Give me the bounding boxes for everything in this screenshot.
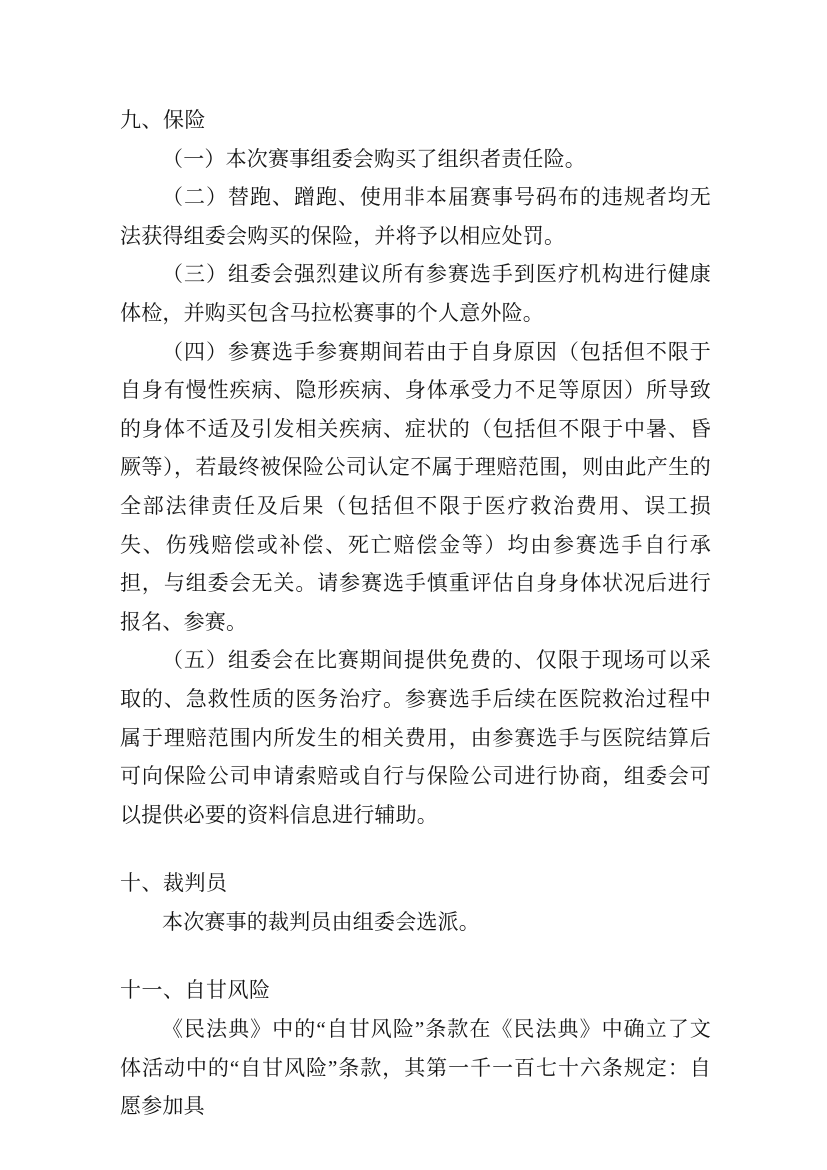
section-heading-referees: 十、裁判员: [120, 871, 228, 896]
paragraph-assumption-of-risk-1: 《民法典》中的“自甘风险”条款在《民法典》中确立了文体活动中的“自甘风险”条款，其第一千一百七十六条规定：自愿参加具: [120, 1017, 711, 1119]
paragraph-insurance-2: （二）替跑、蹭跑、使用非本届赛事号码布的违规者均无法获得组委会购买的保险，并将予以相应处罚。: [120, 185, 711, 248]
paragraph-insurance-4: （四）参赛选手参赛期间若由于自身原因（包括但不限于自身有慢性疾病、隐形疾病、身体承受力不足等原因）所导致的身体不适及引发相关疾病、症状的（包括但不限于中暑、昏厥等），若最终被保险公司认定不属于理赔范围，则由此产生的全部法律责任及后果（包括但不限于医疗救治费用、误工损失、伤残赔偿或补偿、死亡赔偿金等）均由参赛选手自行承担，与组委会无关。请参赛选手慎重评估自身身体状况后进行报名、参赛。: [120, 339, 711, 634]
paragraph-insurance-3: （三）组委会强烈建议所有参赛选手到医疗机构进行健康体检，并购买包含马拉松赛事的个人意外险。: [120, 262, 711, 325]
section-heading-assumption-of-risk: 十一、自甘风险: [120, 978, 271, 1003]
paragraph-insurance-5: （五）组委会在比赛期间提供免费的、仅限于现场可以采取的、急救性质的医务治疗。参赛选手后续在医院救治过程中属于理赔范围内所发生的相关费用，由参赛选手与医院结算后可向保险公司申请索赔或自行与保险公司进行协商，组委会可以提供必要的资料信息进行辅助。: [120, 648, 711, 827]
paragraph-insurance-1: （一）本次赛事组委会购买了组织者责任险。: [162, 146, 586, 171]
paragraph-referees-1: 本次赛事的裁判员由组委会选派。: [162, 909, 480, 934]
section-heading-insurance: 九、保险: [120, 108, 206, 132]
